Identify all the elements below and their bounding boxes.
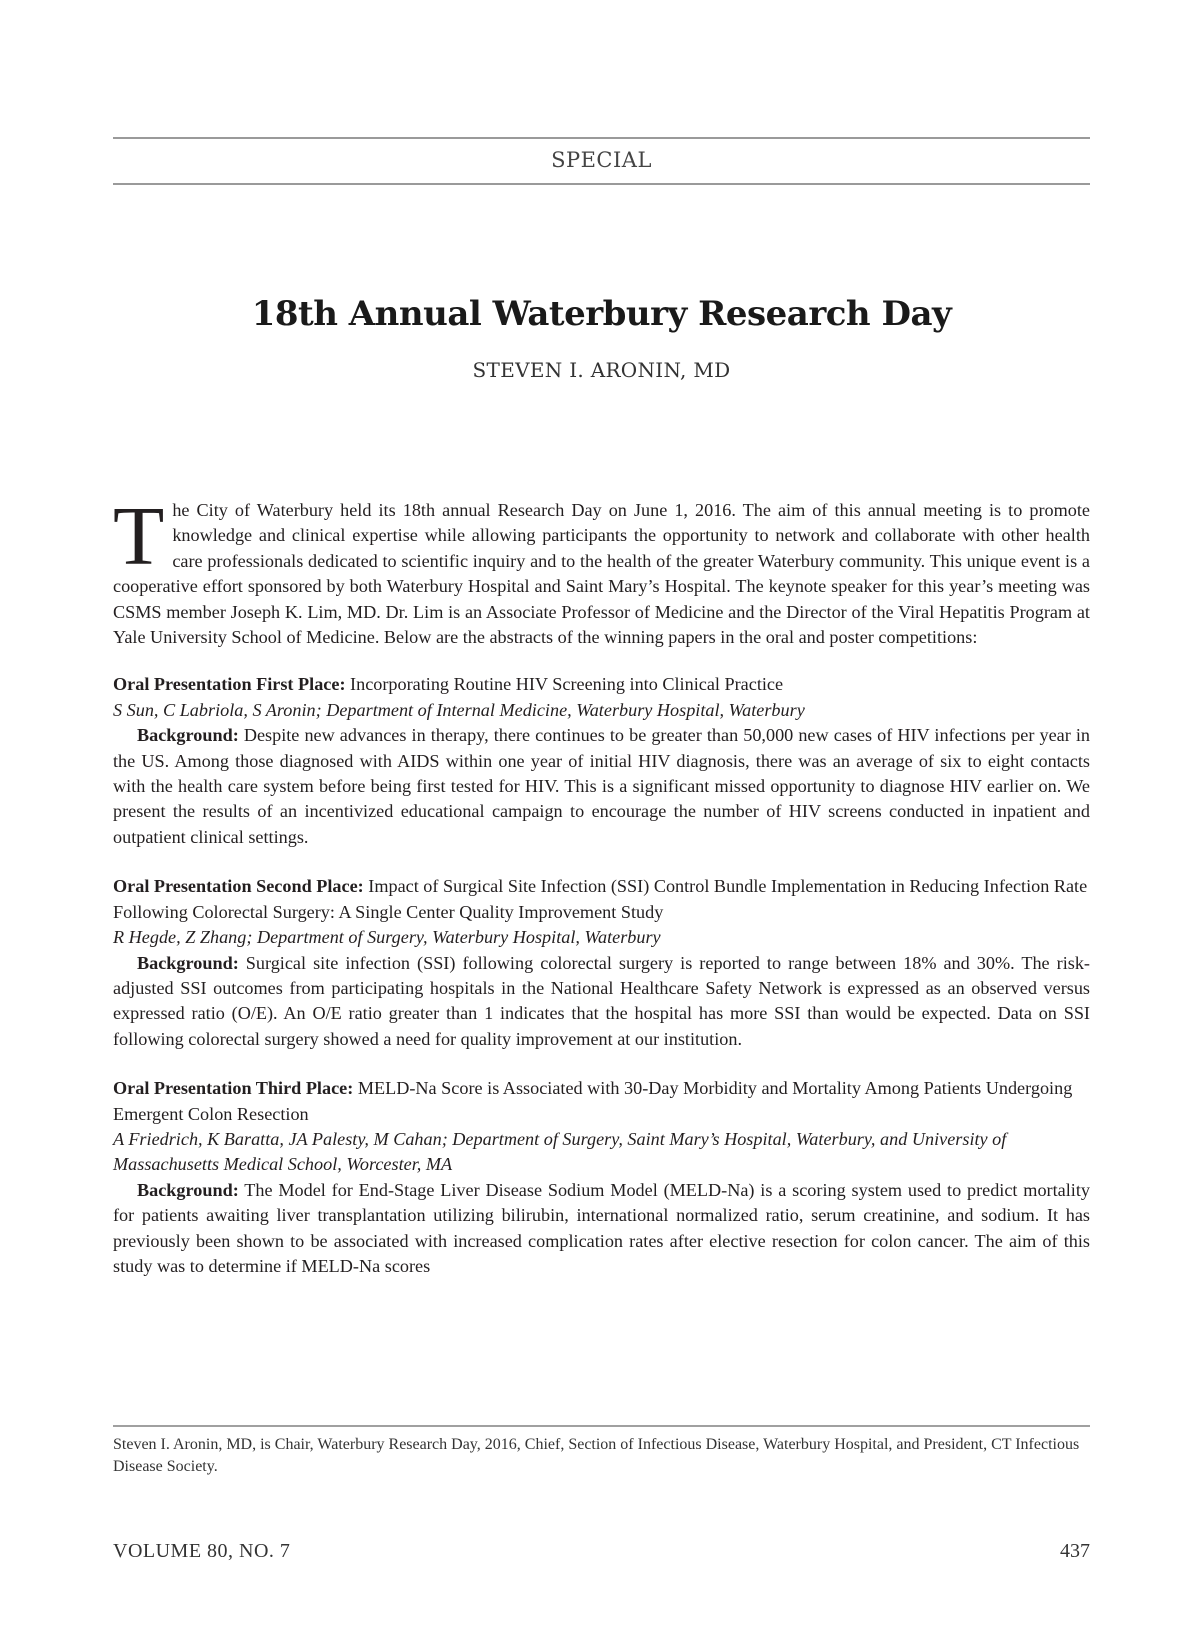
intro-paragraph bbox=[113, 490, 1090, 650]
intro-text: he City of Waterbury held its 18th annual Research Day on June 1, 2016. The aim of this annual meeting is to promote knowledge and clinical expertise while allowing participants the opportunity to network and collaborate with other health care professionals dedicated to scientific inquiry and to the health of the greater Waterbury community. This unique event is a cooperative effort sponsored by both Waterbury Hospital and Saint Mary’s Hospital. The keynote speaker for this year’s meeting was CSMS member Joseph K. Lim, MD. Dr. Lim is an Associate Professor of Medicine and the Director of the Viral Hepatitis Program at Yale University School of Medicine. Below are the abstracts of the winning papers in the oral and poster competitions: bbox=[113, 500, 1090, 648]
background-label: Background: bbox=[137, 1179, 239, 1200]
abstract-third-place bbox=[113, 1076, 1090, 1279]
background-text: Despite new advances in therapy, there continues to be greater than 50,000 new cases of HIV infections per year in the US. Among those diagnosed with AIDS within one year of initial HIV diagnosis, there was an average of six to eight contacts with the health care system before being first tested for HIV. This is a significant missed opportunity to diagnose HIV earlier on. We present the results of an incentivized educational campaign to encourage the number of HIV screens conducted in inpatient and outpatient clinical settings. bbox=[113, 725, 1090, 847]
top-rule bbox=[113, 137, 1090, 139]
drop-cap: T bbox=[113, 490, 165, 583]
abstract-authors: S Sun, C Labriola, S Aronin; Department of Internal Medicine, Waterbury Hospital, Waterbury bbox=[113, 699, 805, 720]
author-footnote: Steven I. Aronin, MD, is Chair, Waterbury Research Day, 2016, Chief, Section of Infectious Disease, Waterbury Hospital, and President, CT Infectious Disease Society. bbox=[113, 1436, 1080, 1475]
abstract-background bbox=[113, 723, 1090, 850]
article-body bbox=[113, 490, 1090, 1303]
abstract-authors: A Friedrich, K Baratta, JA Palesty, M Cahan; Department of Surgery, Saint Mary’s Hospital, Waterbury, and University of Massachusetts Medical School, Worcester, MA bbox=[113, 1128, 1007, 1175]
abstract-label: Oral Presentation Third Place: bbox=[113, 1078, 354, 1099]
abstract-title: MELD-Na Score is Associated with 30-Day Morbidity and Mortality Among Patients Undergoing Emergent Colon Resection bbox=[113, 1078, 1073, 1124]
article-author: STEVEN I. ARONIN, MD bbox=[472, 358, 731, 382]
section-label: SPECIAL bbox=[551, 148, 652, 172]
background-label: Background: bbox=[137, 725, 239, 746]
background-label: Background: bbox=[137, 952, 239, 973]
abstract-first-place bbox=[113, 672, 1090, 850]
article-title: 18th Annual Waterbury Research Day bbox=[251, 294, 952, 334]
abstract-label: Oral Presentation First Place: bbox=[113, 674, 346, 695]
section-rule bbox=[113, 183, 1090, 185]
abstract-background bbox=[113, 951, 1090, 1053]
footnote-rule bbox=[113, 1425, 1090, 1427]
abstract-authors: R Hegde, Z Zhang; Department of Surgery, Waterbury Hospital, Waterbury bbox=[113, 927, 661, 948]
abstract-second-place bbox=[113, 874, 1090, 1052]
background-text: Surgical site infection (SSI) following colorectal surgery is reported to range between 18% and 30%. The risk-adjusted SSI outcomes from participating hospitals in the National Healthcare Safety Network is expressed as an observed versus expressed ratio (O/E). An O/E ratio greater than 1 indicates that the hospital has more SSI than would be expected. Data on SSI following colorectal surgery showed a need for quality improvement at our institution. bbox=[113, 952, 1090, 1049]
journal-page bbox=[113, 0, 1090, 1650]
abstract-heading bbox=[113, 874, 1090, 925]
abstract-background bbox=[113, 1178, 1090, 1280]
abstract-heading bbox=[113, 1076, 1090, 1127]
abstract-label: Oral Presentation Second Place: bbox=[113, 876, 364, 897]
abstract-heading bbox=[113, 672, 1090, 697]
page-number: 437 bbox=[1060, 1540, 1090, 1562]
volume-label: VOLUME 80, NO. 7 bbox=[113, 1540, 291, 1562]
abstract-title: Incorporating Routine HIV Screening into Clinical Practice bbox=[345, 674, 784, 695]
background-text: The Model for End-Stage Liver Disease Sodium Model (MELD-Na) is a scoring system used to predict mortality for patients awaiting liver transplantation utilizing bilirubin, international normalized ratio, serum creatinine, and sodium. It has previously been shown to be associated with increased complication rates after elective resection for colon cancer. The aim of this study was to determine if MELD-Na scores bbox=[113, 1179, 1090, 1276]
abstract-title: Impact of Surgical Site Infection (SSI) Control Bundle Implementation in Reducing Infection Rate Following Colorectal Surgery: A Single Center Quality Improvement Study bbox=[113, 876, 1088, 922]
